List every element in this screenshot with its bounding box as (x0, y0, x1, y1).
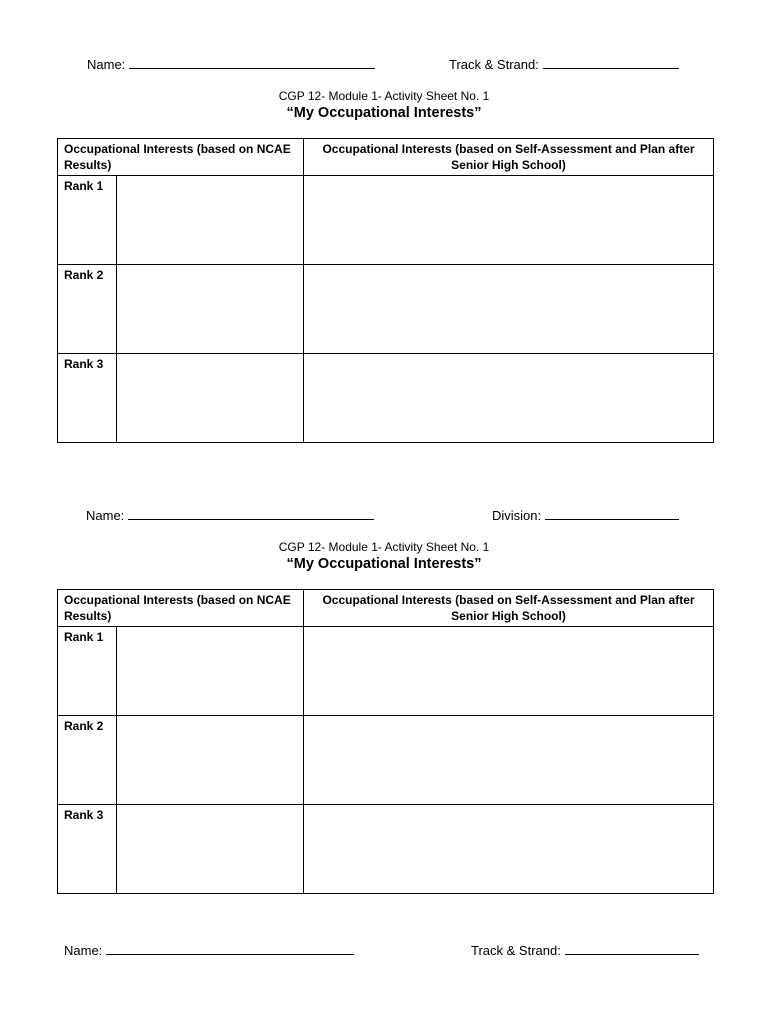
ncae-cell[interactable] (117, 265, 304, 354)
self-assessment-cell[interactable] (304, 354, 714, 443)
interests-table-1 (57, 138, 714, 443)
ncae-cell[interactable] (117, 354, 304, 443)
name-field-3 (64, 942, 354, 958)
interests-table-2 (57, 589, 714, 894)
track-strand-label: Track & Strand: (449, 57, 539, 72)
name-label: Name: (64, 943, 103, 958)
track-strand-blank[interactable] (565, 942, 699, 955)
ncae-cell[interactable] (117, 627, 304, 716)
track-strand-blank[interactable] (543, 56, 679, 69)
track-strand-label: Track & Strand: (471, 943, 561, 958)
ncae-cell[interactable] (117, 716, 304, 805)
ncae-cell[interactable] (117, 176, 304, 265)
table-header-row (58, 139, 714, 176)
division-field (492, 507, 679, 523)
rank-label: Rank 2 (58, 265, 117, 354)
self-assessment-cell[interactable] (304, 176, 714, 265)
table-row (58, 805, 714, 894)
track-strand-field-1 (449, 56, 679, 72)
name-field-2 (86, 507, 374, 523)
self-assessment-cell[interactable] (304, 805, 714, 894)
ncae-cell[interactable] (117, 805, 304, 894)
rank-label: Rank 3 (58, 805, 117, 894)
name-label: Name: (86, 508, 125, 523)
name-blank[interactable] (128, 507, 374, 520)
self-assessment-cell[interactable] (304, 627, 714, 716)
table-row (58, 265, 714, 354)
name-blank[interactable] (129, 56, 375, 69)
name-field-1 (87, 56, 375, 72)
self-assessment-cell[interactable] (304, 265, 714, 354)
track-strand-field-3 (471, 942, 699, 958)
sheet-title-1: “My Occupational Interests” (286, 105, 482, 121)
table-row (58, 716, 714, 805)
table-row (58, 627, 714, 716)
table-header-row (58, 590, 714, 627)
rank-label: Rank 3 (58, 354, 117, 443)
self-assessment-cell[interactable] (304, 716, 714, 805)
header-ncae: Occupational Interests (based on NCAE Results) (58, 139, 304, 176)
name-label: Name: (87, 57, 126, 72)
sheet-subtitle-1: CGP 12- Module 1- Activity Sheet No. 1 (278, 89, 490, 103)
division-blank[interactable] (545, 507, 679, 520)
table-row (58, 176, 714, 265)
table-row (58, 354, 714, 443)
rank-label: Rank 2 (58, 716, 117, 805)
name-blank[interactable] (106, 942, 354, 955)
rank-label: Rank 1 (58, 176, 117, 265)
header-ncae: Occupational Interests (based on NCAE Results) (58, 590, 304, 627)
header-self-assessment: Occupational Interests (based on Self-Assessment and Plan after Senior High School) (304, 590, 714, 627)
sheet-title-2: “My Occupational Interests” (286, 556, 482, 572)
sheet-subtitle-2: CGP 12- Module 1- Activity Sheet No. 1 (278, 540, 490, 554)
header-self-assessment: Occupational Interests (based on Self-Assessment and Plan after Senior High School) (304, 139, 714, 176)
rank-label: Rank 1 (58, 627, 117, 716)
division-label: Division: (492, 508, 542, 523)
